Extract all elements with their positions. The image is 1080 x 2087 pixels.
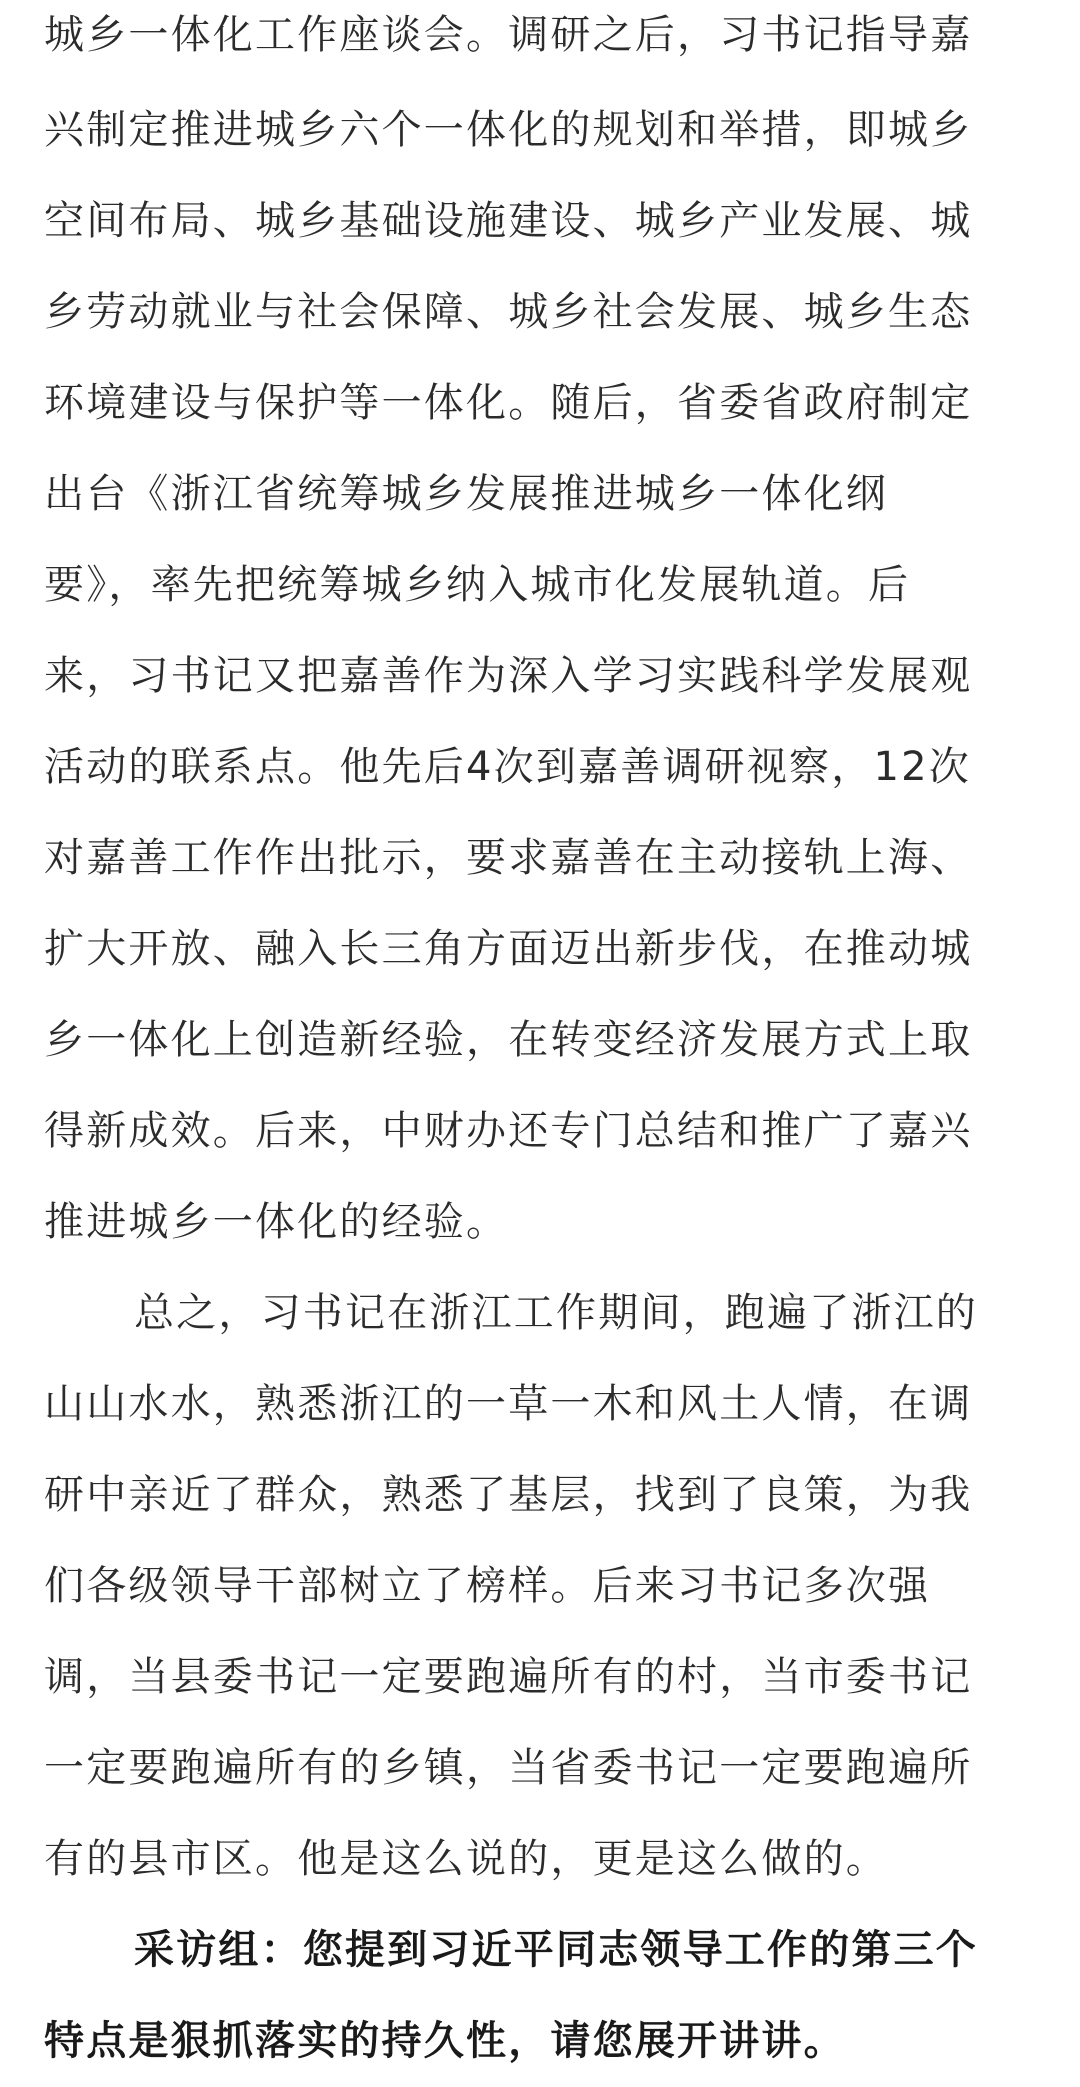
- question-line: 采访组：您提到习近平同志领导工作的第三个: [134, 1927, 978, 1973]
- text-line: 乡劳动就业与社会保障、城乡社会发展、城乡生态: [44, 289, 973, 335]
- interview-question: [44, 1905, 1036, 2087]
- text-line: 活动的联系点。他先后4次到嘉善调研视察，12次: [44, 744, 971, 790]
- text-line: 兴制定推进城乡六个一体化的规划和举措，即城乡: [44, 107, 973, 153]
- text-line: 总之，习书记在浙江工作期间，跑遍了浙江的: [134, 1290, 978, 1336]
- text-line: 扩大开放、融入长三角方面迈出新步伐，在推动城: [44, 926, 973, 972]
- paragraph-2: [44, 1268, 1036, 1905]
- article-body: [44, 0, 1036, 2087]
- question-line: 特点是狠抓落实的持久性，请您展开讲讲。: [44, 2018, 846, 2064]
- text-line: 空间布局、城乡基础设施建设、城乡产业发展、城: [44, 198, 973, 244]
- text-line: 环境建设与保护等一体化。随后，省委省政府制定: [44, 380, 973, 426]
- text-line: 山山水水，熟悉浙江的一草一木和风土人情，在调: [44, 1381, 973, 1427]
- text-line: 出台《浙江省统筹城乡发展推进城乡一体化纲: [44, 471, 888, 517]
- text-line: 一定要跑遍所有的乡镇，当省委书记一定要跑遍所: [44, 1745, 973, 1791]
- text-line: 对嘉善工作作出批示，要求嘉善在主动接轨上海、: [44, 835, 973, 881]
- paragraph-1: [44, 0, 1036, 1268]
- text-line: 得新成效。后来，中财办还专门总结和推广了嘉兴: [44, 1108, 973, 1154]
- text-line: 要》，率先把统筹城乡纳入城市化发展轨道。后: [44, 562, 911, 608]
- text-line: 们各级领导干部树立了榜样。后来习书记多次强: [44, 1563, 931, 1609]
- text-line: 推进城乡一体化的经验。: [44, 1199, 509, 1245]
- text-line: 乡一体化上创造新经验，在转变经济发展方式上取: [44, 1017, 973, 1063]
- text-line: 研中亲近了群众，熟悉了基层，找到了良策，为我: [44, 1472, 973, 1518]
- text-line: 来，习书记又把嘉善作为深入学习实践科学发展观: [44, 653, 973, 699]
- text-line: 城乡一体化工作座谈会。调研之后，习书记指导嘉: [44, 12, 973, 58]
- text-line: 调，当县委书记一定要跑遍所有的村，当市委书记: [44, 1654, 973, 1700]
- text-line: 有的县市区。他是这么说的，更是这么做的。: [44, 1836, 888, 1882]
